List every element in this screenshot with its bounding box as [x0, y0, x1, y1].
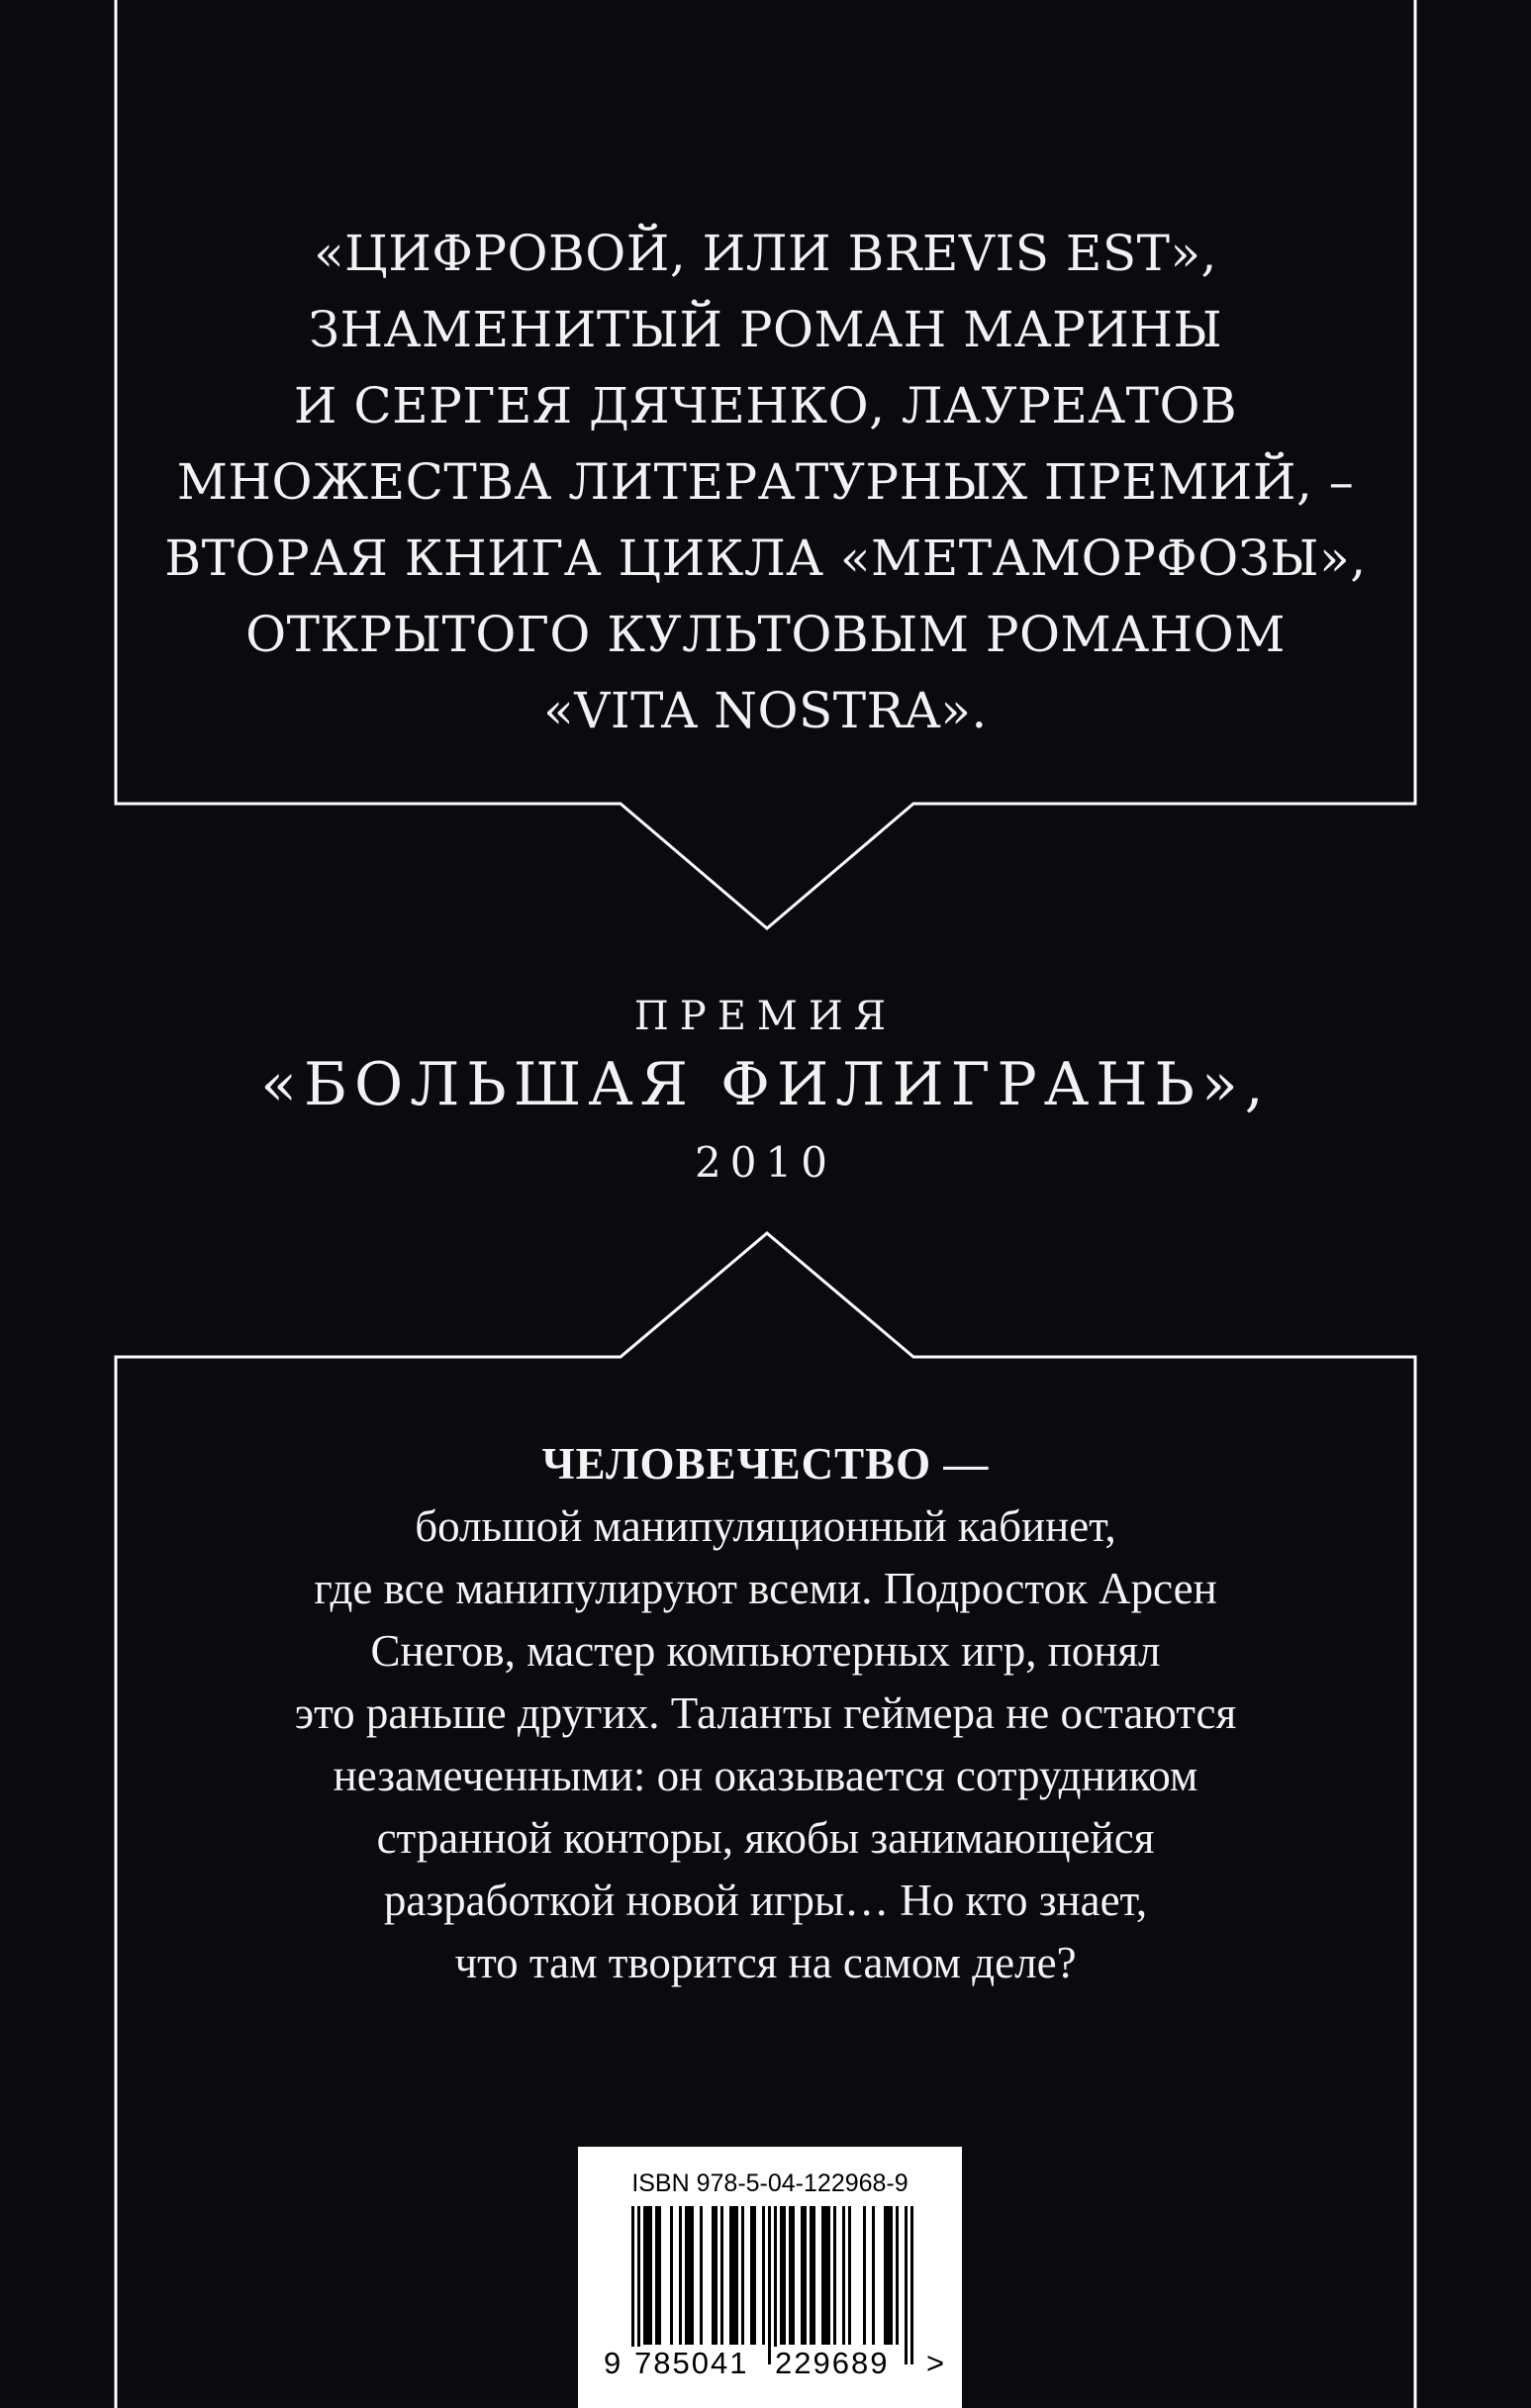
barcode-bar	[735, 2206, 738, 2345]
award-year: 2010	[695, 1138, 836, 1187]
barcode-guard-bar	[774, 2206, 777, 2364]
barcode-bar	[691, 2206, 694, 2345]
barcode-bar	[833, 2206, 836, 2345]
annotation-line: разработкой новой игры… Но кто знает,	[383, 1876, 1148, 1925]
barcode-bar	[890, 2206, 893, 2345]
barcode-bar	[884, 2206, 887, 2345]
award-name: «БОЛЬШАЯ ФИЛИГРАНЬ»,	[260, 1050, 1271, 1119]
ean-first-digit: 9	[604, 2346, 622, 2380]
isbn-text: ISBN 978-5-04-122968-9	[631, 2169, 909, 2197]
barcode-bar	[700, 2206, 703, 2345]
barcode-bar	[810, 2206, 813, 2345]
barcode-bar	[780, 2206, 783, 2345]
barcode-bar	[896, 2206, 899, 2345]
blurb-line: «VITA NOSTRA».	[543, 682, 988, 739]
blurb-line: ВТОРАЯ КНИГА ЦИКЛА «МЕТАМОРФОЗЫ»,	[164, 530, 1367, 587]
barcode-bar	[827, 2206, 830, 2345]
barcode-bar	[688, 2206, 691, 2345]
book-annotation	[148, 1433, 1383, 1994]
annotation-line: большой манипуляционный кабинет,	[415, 1501, 1116, 1551]
barcode-bar	[643, 2206, 646, 2345]
blurb-line: И СЕРГЕЯ ДЯЧЕНКО, ЛАУРЕАТОВ	[293, 377, 1238, 434]
barcode-bar	[750, 2206, 753, 2345]
barcode-bar	[655, 2206, 658, 2345]
barcode-guard-bar	[637, 2206, 640, 2364]
barcode-guard-bar	[631, 2206, 634, 2364]
blurb-line: МНОЖЕСТВА ЛИТЕРАТУРНЫХ ПРЕМИЙ, –	[176, 453, 1355, 511]
barcode-bar	[646, 2206, 649, 2345]
blurb-line: ОТКРЫТОГО КУЛЬТОВЫМ РОМАНОМ	[245, 606, 1286, 663]
barcode-bar	[658, 2206, 661, 2345]
barcode-bar	[753, 2206, 756, 2345]
ean-right-group: 229689	[772, 2347, 892, 2380]
barcode-bar	[887, 2206, 890, 2345]
barcode-bar	[783, 2206, 786, 2345]
barcode-bar	[715, 2206, 718, 2345]
barcode-bar	[670, 2206, 673, 2345]
barcode-bar	[732, 2206, 735, 2345]
blurb-line: «ЦИФРОВОЙ, ИЛИ BREVIS EST»,	[314, 225, 1217, 282]
barcode-bar	[729, 2206, 732, 2345]
barcode-bar	[792, 2206, 795, 2345]
ean-quiet-zone-mark: >	[926, 2346, 945, 2380]
barcode-bar	[842, 2206, 845, 2345]
barcode-bar	[863, 2206, 866, 2345]
barcode-bar	[789, 2206, 792, 2345]
barcode-bar	[872, 2206, 875, 2345]
award-label: ПРЕМИЯ	[633, 994, 898, 1039]
annotation-line: что там творится на самом деле?	[454, 1938, 1077, 1987]
barcode-bar	[824, 2206, 827, 2345]
isbn-barcode	[578, 2147, 962, 2408]
barcode-guard-bar	[905, 2206, 908, 2364]
barcode-bar	[741, 2206, 744, 2345]
annotation-line: странной конторы, якобы занимающейся	[376, 1813, 1155, 1863]
barcode-bar	[813, 2206, 815, 2345]
barcode-guard-bar	[768, 2206, 771, 2364]
annotation-line: незамеченными: он оказывается сотрудником	[333, 1751, 1198, 1800]
barcode-bar	[762, 2206, 765, 2345]
barcode-bar	[801, 2206, 804, 2345]
barcode-bar	[679, 2206, 682, 2345]
barcode-bar	[720, 2206, 723, 2345]
blurb-line: ЗНАМЕНИТЫЙ РОМАН МАРИНЫ	[308, 301, 1223, 358]
barcode-guard-bar	[910, 2206, 913, 2364]
barcode-bar	[712, 2206, 715, 2345]
barcode-bar	[848, 2206, 851, 2345]
top-blurb	[148, 216, 1383, 749]
annotation-line: Снегов, мастер компьютерных игр, понял	[370, 1626, 1161, 1676]
ean-left-group: 785041	[631, 2347, 751, 2380]
annotation-line: это раньше других. Таланты геймера не остаются	[294, 1688, 1237, 1738]
annotation-line: где все манипулируют всеми. Подросток Арсен	[314, 1564, 1217, 1613]
barcode-bar	[804, 2206, 807, 2345]
annotation-lead: ЧЕЛОВЕЧЕСТВО —	[541, 1439, 990, 1489]
barcode-bar	[649, 2206, 652, 2345]
barcode-bar	[685, 2206, 688, 2345]
barcode-bar	[821, 2206, 824, 2345]
